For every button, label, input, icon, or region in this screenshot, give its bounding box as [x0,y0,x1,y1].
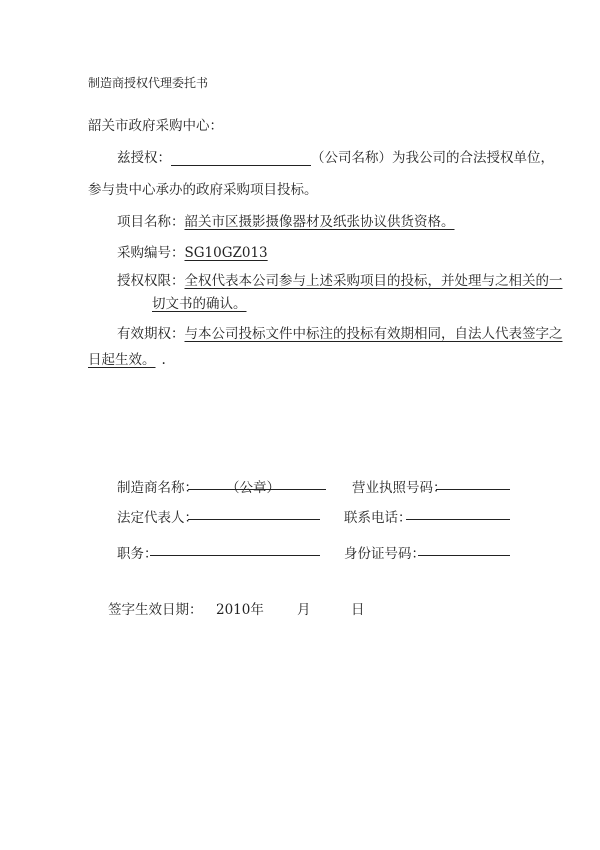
legal-representative-blank [188,506,320,520]
sign-date-year: 2010年 [216,602,264,618]
authorization-continuation: 参与贵中心承办的政府采购项目投标。 [88,182,318,198]
id-number-blank [418,542,510,556]
sign-date-day: 日 [351,602,365,618]
procurement-number-label: 采购编号： [117,245,185,261]
project-label: 项目名称： [117,214,185,230]
sign-date-label: 签字生效日期： [108,602,203,618]
sign-date-month: 月 [297,602,311,618]
validity-label: 有效期权： [117,326,185,342]
validity-value-line-2: 日起生效。 [88,352,156,368]
business-license-blank [436,476,510,490]
manufacturer-name-label: 制造商名称： [117,480,198,496]
id-number-label: 身份证号码： [344,546,425,562]
scope-value-line-1: 全权代表本公司参与上述采购项目的投标，并处理与之相关的一 [184,273,563,289]
scope-label: 授权权限： [117,273,185,289]
validity-trailing-dot: . [161,352,166,368]
authorize-label: 兹授权： [117,150,171,166]
legal-representative-label: 法定代表人： [117,510,198,526]
validity-value-line-1: 与本公司投标文件中标注的投标有效期相同，自法人代表签字之 [184,326,563,342]
position-blank [150,542,320,556]
addressee: 韶关市政府采购中心： [88,118,223,134]
scope-value-line-2: 切文书的确认。 [152,296,247,312]
project-line [117,210,455,230]
procurement-number-value: SG10GZ013 [184,245,268,261]
manufacturer-name-blank [188,476,326,496]
validity-line-1 [117,322,563,342]
position-label: 职务： [117,546,158,562]
authorized-company-blank [171,151,311,166]
scope-line-1 [117,269,563,289]
contact-phone-blank [406,506,510,520]
manufacturer-seal: （公章） [226,480,280,496]
project-name-value: 韶关市区摄影摄像器材及纸张协议供货资格。 [184,214,455,230]
authorize-suffix: （公司名称）为我公司的合法授权单位， [311,150,554,166]
procurement-number-line [117,241,268,261]
business-license-label: 营业执照号码： [352,480,447,496]
validity-line-2 [88,348,166,368]
authorization-line [117,146,554,166]
document-title: 制造商授权代理委托书 [88,76,209,90]
contact-phone-label: 联系电话： [344,510,412,526]
